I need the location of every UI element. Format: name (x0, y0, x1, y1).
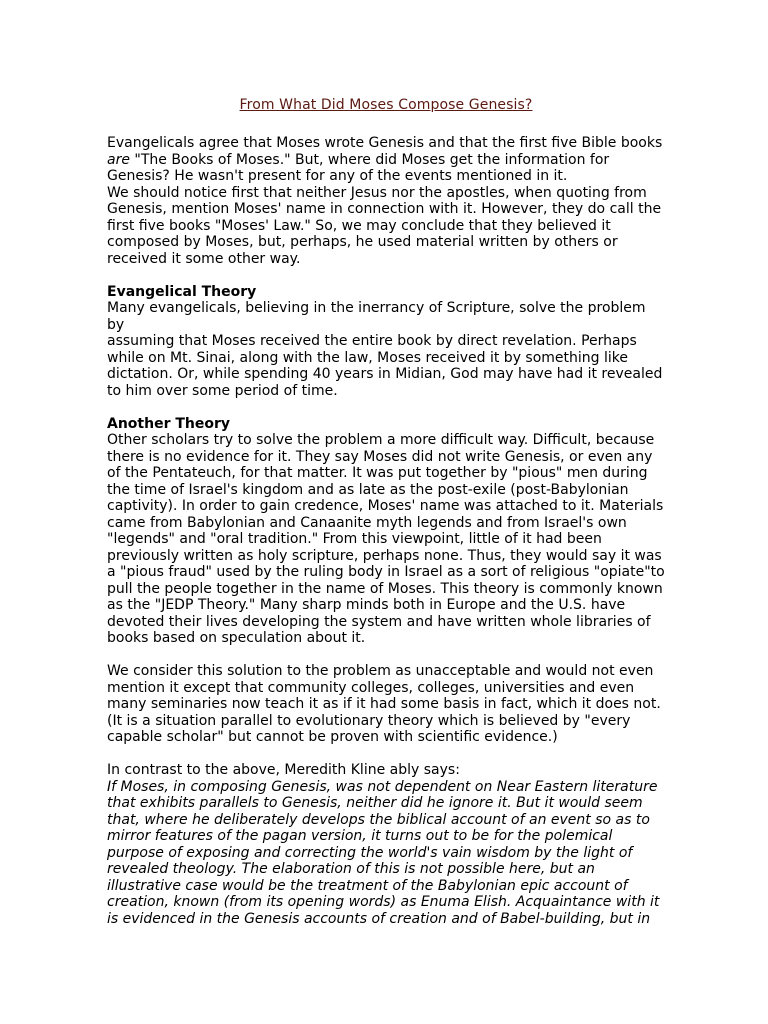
intro-emphasis: are (107, 151, 130, 168)
spacer (107, 647, 665, 664)
section-text-evangelical-theory: Many evangelicals, believing in the inerrancy of Scripture, solve the problem by assuming that Moses received the entire book by direct revelation. Perhaps while on Mt. Sinai, along with the law, Moses received it by something like dictation. Or, while spending 40 years in Midian, God may have had it revealed to him over some period of time. (107, 300, 663, 399)
paragraph-consider: We consider this solution to the problem as unacceptable and would not even mention it except that community colleges, colleges, universities and even many seminaries now teach it as if it had some basis in fact, which it does not. (It is a situation parallel to evolutionary theory which is believed by "every capable scholar" but cannot be proven with scientific evidence.) (107, 663, 661, 745)
section-heading-another-theory: Another Theory (107, 415, 231, 432)
intro-paragraph-2: We should notice first that neither Jesus nor the apostles, when quoting from Genesis, mention Moses' name in connection with it. However, they do call the first five books "Moses' Law." So, we may conclude that they believed it composed by Moses, but, perhaps, he used material written by others or received it some other way. (107, 184, 662, 267)
document-title: From What Did Moses Compose Genesis? (239, 97, 533, 113)
spacer (107, 399, 665, 416)
intro-text-rest: "The Books of Moses." But, where did Moses get the information for Genesis? He wasn't present for any of the events mentioned in it. (107, 151, 610, 184)
kline-quote: If Moses, in composing Genesis, was not dependent on Near Eastern literature that exhibits parallels to Genesis, neither did he ignore it. But it would seem that, where he deliberately develops the biblical account of an event so as to mirror features of the pagan version, it turns out to be for the polemical purpose of exposing and correcting the world's vain wisdom by the light of revealed theology. The elaboration of this is not possible here, but an illustrative case would be the treatment of the Babylonian epic account of creation, known (from its opening words) as Enuma Elish. Acquaintance with it is evidenced in the Genesis accounts of creation and of Babel-building, but in (107, 778, 660, 927)
section-text-another-theory: Other scholars try to solve the problem a more difficult way. Difficult, because there is no evidence for it. They say Moses did not write Genesis, or even any of the Pentateuch, for that matter. It was put together by "pious" men during the time of Israel's kingdom and as late as the post-exile (post-Babylonian captivity). In order to gain credence, Moses' name was attached to it. Materials came from Babylonian and Canaanite myth legends and from Israel's own "legends" and "oral tradition." From this viewpoint, little of it had been previously written as holy scripture, perhaps none. Thus, they would say it was a "pious fraud" used by the ruling body in Israel as a sort of religious "opiate"to pull the people together in the name of Moses. This theory is commonly known as the "JEDP Theory." Many sharp minds both in Europe and the U.S. have devoted their lives developing the system and have written whole libraries of books based on speculation about it. (107, 432, 665, 646)
paragraph-contrast: In contrast to the above, Meredith Kline ably says: (107, 762, 460, 778)
document-page (107, 95, 665, 927)
section-heading-evangelical-theory: Evangelical Theory (107, 283, 257, 300)
intro-text-start: Evangelicals agree that Moses wrote Genesis and that the first five Bible books (107, 135, 663, 151)
spacer (107, 746, 665, 763)
intro-paragraph-1 (107, 135, 665, 185)
spacer (107, 267, 665, 284)
